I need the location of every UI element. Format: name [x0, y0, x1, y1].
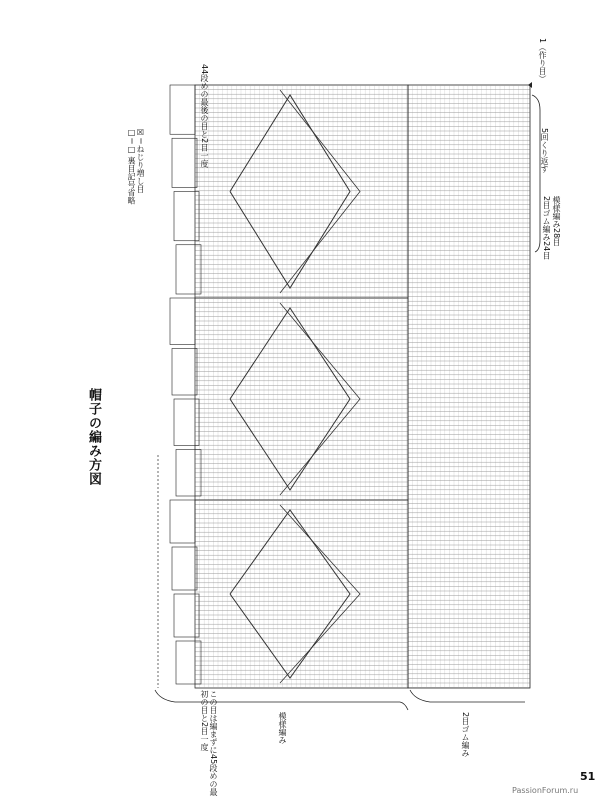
pattern-stitch-count: 模様編み28目	[552, 196, 561, 247]
repeat-label: 5回くり返す	[540, 128, 549, 174]
legend-twist-increase: ☒＝ねじり増し目	[136, 128, 145, 193]
crown-step	[176, 641, 201, 684]
crown-step	[170, 298, 195, 345]
bottom-rows-note: この目は編まずに45段めの最初の目と2目一度	[200, 690, 218, 797]
top-rows-note: 44段めの最後の目と2目一度	[200, 64, 209, 168]
cable-line	[280, 303, 360, 495]
crown-step	[170, 500, 195, 543]
crown-step	[176, 245, 201, 294]
pattern-bracket	[155, 690, 408, 710]
cable-line	[280, 90, 360, 293]
repeat-bracket	[532, 95, 540, 252]
rib-section-label: 2目ゴム編み	[461, 712, 470, 758]
box-symbol-icon: □	[127, 128, 136, 137]
rib-stitch-count: 2目ゴム編み24目	[542, 196, 551, 260]
pattern-section-label: 模様編み	[278, 712, 287, 744]
cable-diamond	[230, 95, 350, 288]
page-number: 51	[580, 770, 596, 783]
pattern-grid-frame	[195, 500, 408, 688]
legend-purl-omit: □＝□ 裏目記号省略	[127, 128, 136, 205]
cable-diamond	[230, 510, 350, 678]
rib-bracket	[410, 690, 525, 702]
crown-step	[172, 547, 197, 590]
page-title: 帽子の編み方図	[86, 388, 101, 486]
cable-diamond	[230, 308, 350, 490]
watermark: PassionForum.ru	[512, 786, 579, 795]
crown-step	[172, 138, 197, 187]
crown-step	[170, 85, 195, 134]
twist-symbol-icon: ☒	[136, 128, 145, 137]
cast-on-label: 1（作り目）	[538, 38, 547, 84]
crown-step	[172, 349, 197, 396]
